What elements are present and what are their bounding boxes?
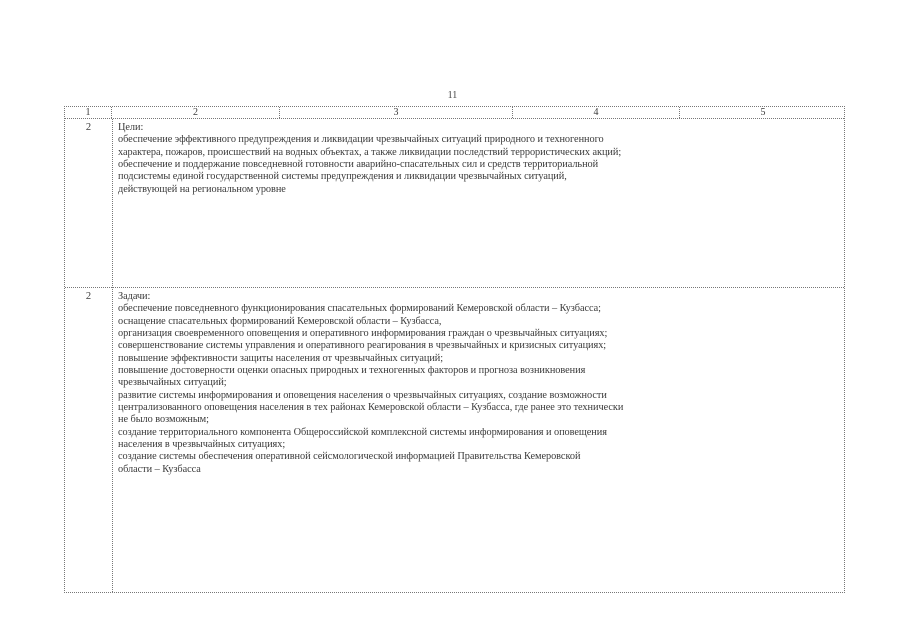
- text-line: чрезвычайных ситуаций;: [118, 377, 227, 389]
- row-content-tasks: [118, 291, 838, 476]
- text-line: области – Кузбасса: [118, 463, 201, 475]
- tasks-heading: Задачи:: [118, 291, 151, 302]
- text-line: обеспечение эффективного предупреждения и ликвидации чрезвычайных ситуаций природного и техногенного: [118, 134, 604, 146]
- table-row-goals: [65, 119, 844, 287]
- row-number: 2: [85, 122, 92, 133]
- header-cell-2: 2: [112, 107, 280, 118]
- text-line: повышение достоверности оценки опасных природных и техногенных факторов и прогноза возникновения: [118, 365, 586, 377]
- row-content-goals: [118, 122, 838, 196]
- text-line: совершенствование системы управления и оперативного реагирования в чрезвычайных и кризисных ситуациях;: [118, 340, 607, 352]
- text-line: обеспечение повседневного функционирования спасательных формирований Кемеровской области – Кузбасса;: [118, 303, 601, 315]
- text-line: развитие системы информирования и оповещения населения о чрезвычайных ситуациях, создание возможности: [118, 389, 607, 401]
- goals-heading: Цели:: [118, 122, 144, 133]
- row-number: 2: [85, 291, 92, 302]
- text-line: повышение эффективности защиты населения от чрезвычайных ситуаций;: [118, 352, 444, 364]
- text-line: населения в чрезвычайных ситуациях;: [118, 439, 286, 451]
- text-line: подсистемы единой государственной системы предупреждения и ликвидации чрезвычайных ситуаций,: [118, 171, 567, 183]
- text-line: оснащение спасательных формирований Кемеровской области – Кузбасса,: [118, 315, 442, 327]
- text-line: характера, пожаров, происшествий на водных объектах, а также ликвидации последствий террористических акций;: [118, 146, 622, 158]
- text-line: не было возможным;: [118, 414, 209, 426]
- text-line: обеспечение и поддержание повседневной готовности аварийно-спасательных сил и средств территориальной: [118, 159, 599, 171]
- text-line: централизованного оповещения населения в тех районах Кемеровской области – Кузбасса, где ранее это технически: [118, 402, 624, 414]
- text-line: создание системы обеспечения оперативной сейсмологической информацией Правительства Кемеровской: [118, 451, 581, 463]
- header-cell-4: 4: [513, 107, 680, 118]
- text-line: действующей на региональном уровне: [118, 183, 286, 195]
- table-row-tasks: [65, 287, 844, 592]
- header-cell-5: 5: [760, 107, 766, 118]
- text-line: создание территориального компонента Общероссийской комплексной системы информирования и оповещения: [118, 426, 607, 438]
- document-table: [64, 106, 845, 593]
- page-number: 11: [447, 90, 458, 101]
- header-cell-3: 3: [280, 107, 513, 118]
- text-line: организация своевременного оповещения и оперативного информирования граждан о чрезвычайных ситуациях;: [118, 328, 608, 340]
- table-header-row: [65, 107, 844, 119]
- header-cell-1: 1: [65, 107, 112, 118]
